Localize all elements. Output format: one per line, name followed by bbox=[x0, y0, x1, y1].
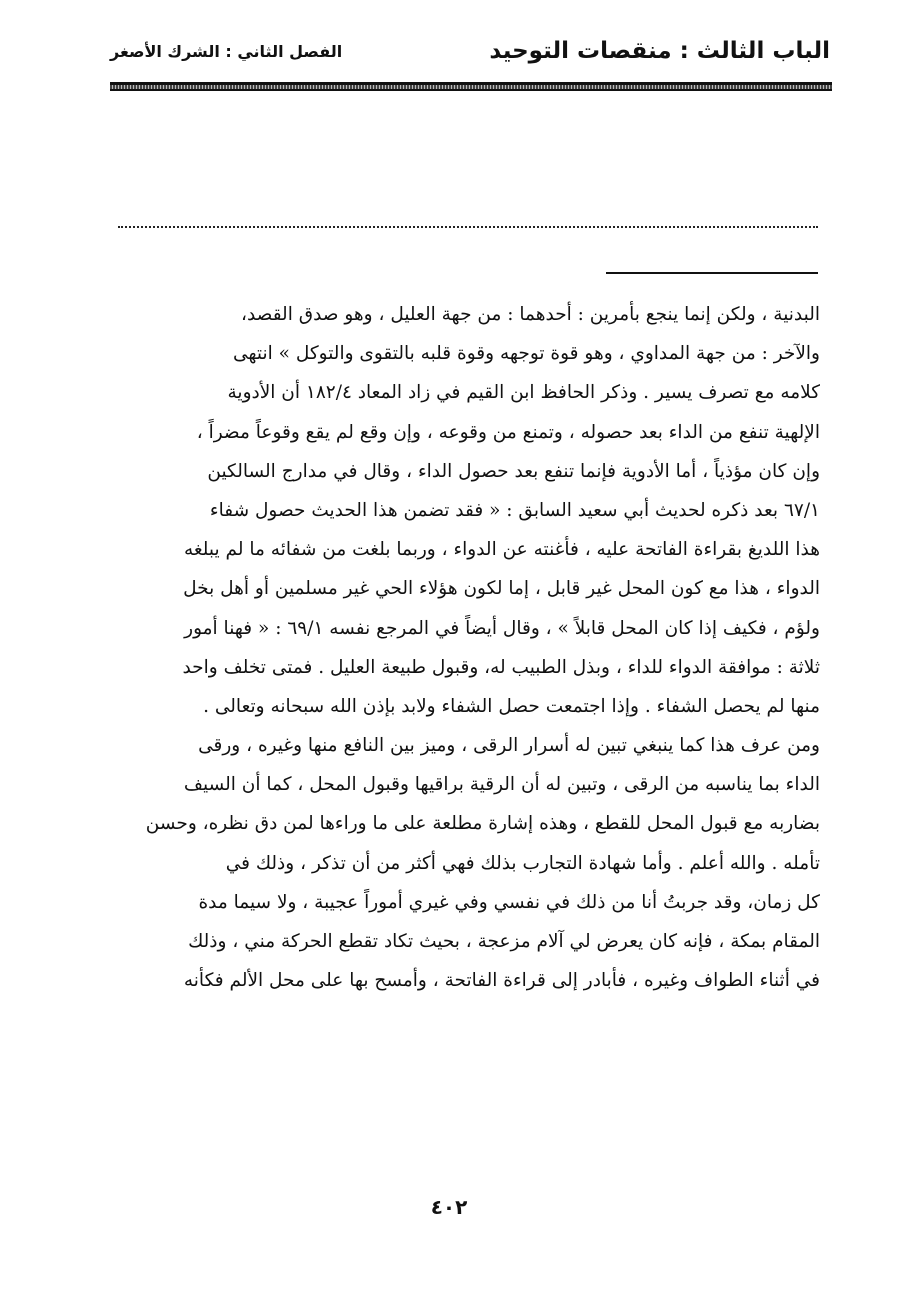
text-line: المقام بمكة ، فإنه كان يعرض لي آلام مزعجة ، بحيث تكاد تقطع الحركة مني ، وذلك bbox=[188, 931, 820, 952]
text-line: والآخر : من جهة المداوي ، وهو قوة توجهه وقوة قلبه بالتقوى والتوكل » انتهى bbox=[232, 343, 820, 365]
footnote-body bbox=[98, 295, 820, 1000]
text-line: الدواء ، هذا مع كون المحل غير قابل ، إما لكون هؤلاء الحي غير مسلمين أو أهل بخل bbox=[183, 578, 820, 600]
text-line: ثلاثة : موافقة الدواء للداء ، وبذل الطبيب له، وقبول طبيعة العليل . فمتى تخلف واحد bbox=[182, 656, 820, 678]
page-number: ٤٠٢ bbox=[430, 1195, 468, 1219]
section-title: الفصل الثاني : الشرك الأصغر bbox=[110, 42, 343, 61]
text-line: في أثناء الطواف وغيره ، فأبادر إلى قراءة الفاتحة ، وأمسح بها على محل الألم فكأنه bbox=[183, 970, 820, 992]
text-line: تأمله . والله أعلم . وأما شهادة التجارب بذلك فهي أكثر من أن تذكر ، وذلك في bbox=[225, 852, 820, 874]
text-line: ومن عرف هذا كما ينبغي تبين له أسرار الرقى ، وميز بين النافع منها وغيره ، ورقى bbox=[198, 735, 820, 757]
text-line: الإلهية تنفع من الداء بعد حصوله ، وتمنع من وقوعه ، وإن وقع لم يقع وقوعاً مضراً ، bbox=[196, 421, 820, 443]
text-line: ولؤم ، فكيف إذا كان المحل قابلاً » ، وقال أيضاً في المرجع نفسه ٦٩/١ : « فهنا أمور bbox=[184, 617, 820, 639]
dotted-separator bbox=[118, 226, 818, 228]
text-line: منها لم يحصل الشفاء . وإذا اجتمعت حصل الشفاء ولابد بإذن الله سبحانه وتعالى . bbox=[203, 695, 820, 717]
text-line: البدنية ، ولكن إنما ينجع بأمرين : أحدهما : من جهة العليل ، وهو صدق القصد، bbox=[240, 304, 820, 325]
chapter-title: الباب الثالث : منقصات التوحيد bbox=[489, 38, 830, 64]
text-line: هذا اللديغ بقراءة الفاتحة عليه ، فأغنته عن الدواء ، وربما بلغت من شفائه ما لم يبلغه bbox=[183, 539, 820, 561]
text-line: كلامه مع تصرف يسير . وذكر الحافظ ابن القيم في زاد المعاد ١٨٢/٤ أن الأدوية bbox=[227, 382, 820, 404]
text-line: وإن كان مؤذياً ، أما الأدوية فإنما تنفع بعد حصول الداء ، وقال في مدارج السالكين bbox=[207, 460, 820, 482]
text-line: ٦٧/١ بعد ذكره لحديث أبي سعيد السابق : « فقد تضمن هذا الحديث حصول شفاء bbox=[209, 499, 820, 521]
footnote-divider bbox=[606, 272, 818, 274]
text-line: الداء بما يناسبه من الرقى ، وتبين له أن الرقية براقيها وقبول المحل ، كما أن السيف bbox=[183, 774, 820, 796]
text-line: بضاربه مع قبول المحل للقطع ، وهذه إشارة مطلعة على ما وراءها لمن دق نظره، وحسن bbox=[145, 813, 820, 835]
header-divider bbox=[110, 82, 832, 91]
text-line: كل زمان، وقد جربتُ أنا من ذلك في نفسي وفي غيري أموراً عجيبة ، ولا سيما مدة bbox=[198, 891, 820, 913]
running-header bbox=[110, 38, 830, 82]
